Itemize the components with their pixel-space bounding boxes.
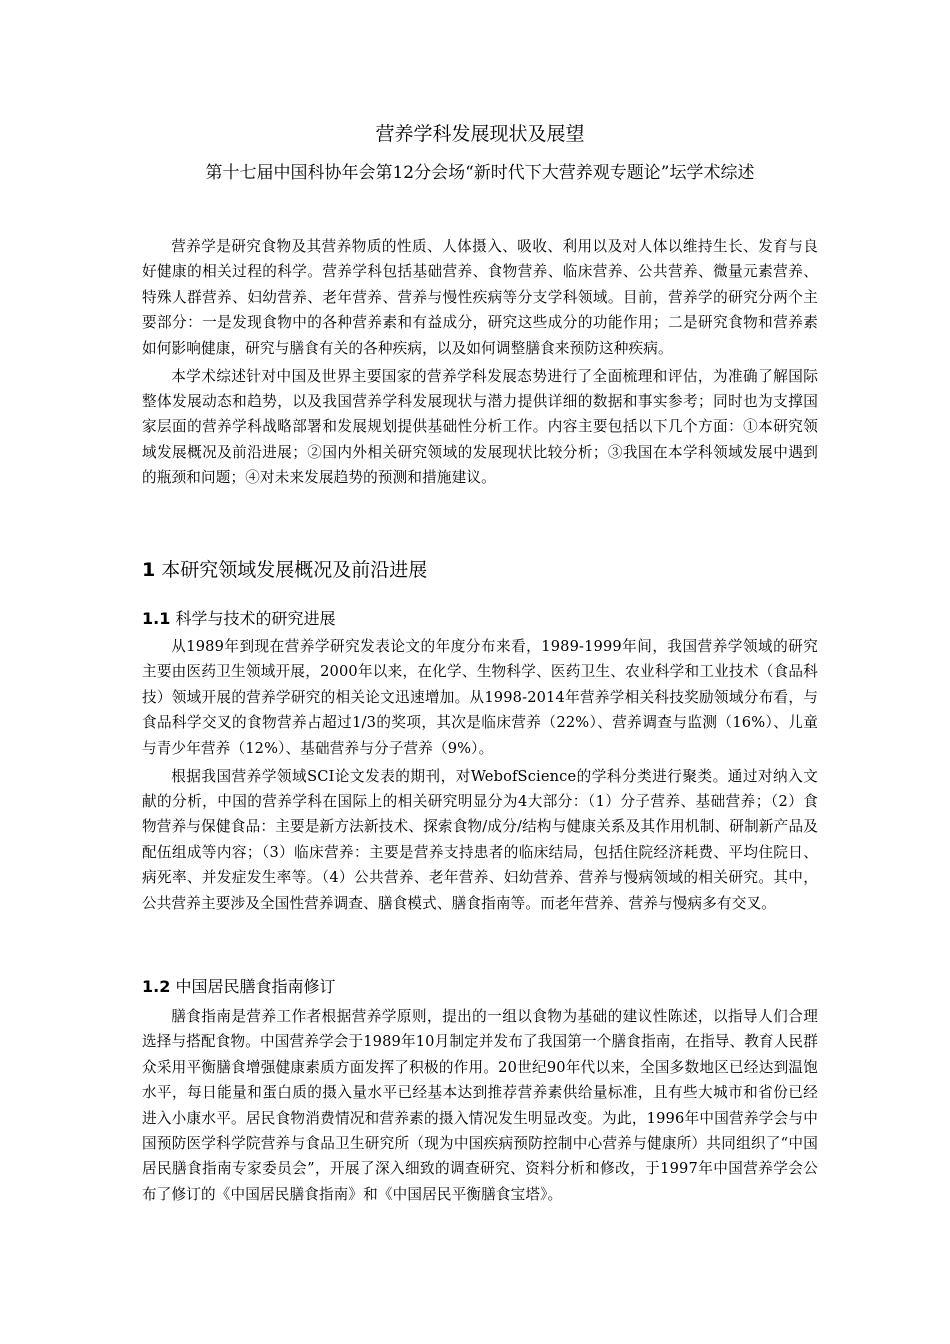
section-1-1-title: 科学与技术的研究进展: [175, 609, 336, 628]
document-title: 营养学科发展现状及展望: [375, 123, 585, 145]
section-1-2-paragraph-1: 膳食指南是营养工作者根据营养学原则，提出的一组以食物为基础的建议性陈述，以指导人们合理选择与搭配食物。中国营养学会于1989年10月制定并发布了我国第一个膳食指南，在指导、教育人民群众采用平衡膳食增强健康素质方面发挥了积极的作用。20世纪90年代以来，全国多数地区已经达到温饱水平，每日能量和蛋白质的摄入量水平已经基本达到推荐营养素供给量标准，且有些大城市和省份已经进入小康水平。居民食物消费情况和营养素的摄入情况发生明显改变。为此，1996年中国营养学会与中国预防医学科学院营养与食品卫生研究所（现为中国疾病预防控制中心营养与健康所）共同组织了“中国居民膳食指南专家委员会”，开展了深入细致的调查研究、资料分析和修改，于1997年中国营养学会公布了修订的《中国居民膳食指南》和《中国居民平衡膳食宝塔》。: [142, 1008, 818, 1203]
section-1-1-paragraph-1: 从1989年到现在营养学研究发表论文的年度分布来看，1989-1999年间，我国营养学领域的研究主要由医药卫生领域开展，2000年以来，在化学、生物科学、医药卫生、农业科学和工业技术（食品科技）领域开展的营养学研究的相关论文迅速增加。从1998-2014年营养学相关科技奖励领域分布看，与食品科学交叉的食物营养占超过1/3的奖项，其次是临床营养（22%）、营养调查与监测（16%）、儿童与青少年营养（12%）、基础营养与分子营养（9%）。: [142, 638, 818, 757]
document-subtitle: 第十七届中国科协年会第12分会场“新时代下大营养观专题论”坛学术综述: [205, 163, 755, 183]
intro-paragraph-2: 本学术综述针对中国及世界主要国家的营养学科发展态势进行了全面梳理和评估，为准确了解国际整体发展动态和趋势，以及我国营养学科发展现状与潜力提供详细的数据和事实参考；同时也为支撑国家层面的营养学科战略部署和发展规划提供基础性分析工作。内容主要包括以下几个方面：①本研究领域发展概况及前沿进展；②国内外相关研究领域的发展现状比较分析；③我国在本学科领域发展中遇到的瓶颈和问题；④对未来发展趋势的预测和措施建议。: [142, 367, 818, 487]
section-1-1: [142, 606, 818, 918]
intro-paragraph-1: 营养学是研究食物及其营养物质的性质、人体摄入、吸收、利用以及对人体以维持生长、发育与良好健康的相关过程的科学。营养学科包括基础营养、食物营养、临床营养、公共营养、微量元素营养、特殊人群营养、妇幼营养、老年营养、营养与慢性疾病等分支学科领域。目前，营养学的研究分两个主要部分：一是发现食物中的各种营养素和有益成分，研究这些成分的功能作用；二是研究食物和营养素如何影响健康，研究与膳食有关的各种疾病，以及如何调整膳食来预防这种疾病。: [142, 238, 818, 357]
section-1-2-number: 1.2: [142, 977, 171, 996]
section-1-heading: [142, 555, 818, 585]
section-1-title: 本研究领域发展概况及前沿进展: [161, 559, 428, 581]
intro-section: [142, 234, 818, 493]
section-1-number: 1: [142, 559, 156, 581]
section-1-2-title: 中国居民膳食指南修订: [175, 977, 336, 996]
section-1-2: [142, 974, 818, 1210]
section-1-1-number: 1.1: [142, 609, 171, 628]
section-1-1-paragraph-2: 根据我国营养学领域SCI论文发表的期刊，对WebofScience的学科分类进行聚类。通过对纳入文献的分析，中国的营养学科在国际上的相关研究明显分为4大部分：（1）分子营养、基础营养；（2）食物营养与保健食品：主要是新方法新技术、探索食物/成分/结构与健康关系及其作用机制、研制新产品及配伍组成等内容；（3）临床营养：主要是营养支持患者的临床结局，包括住院经济耗费、平均住院日、病死率、并发症发生率等。（4）公共营养、老年营养、妇幼营养、营养与慢病领域的相关研究。其中，公共营养主要涉及全国性营养调查、膳食模式、膳食指南等。而老年营养、营养与慢病多有交叉。: [142, 767, 818, 912]
